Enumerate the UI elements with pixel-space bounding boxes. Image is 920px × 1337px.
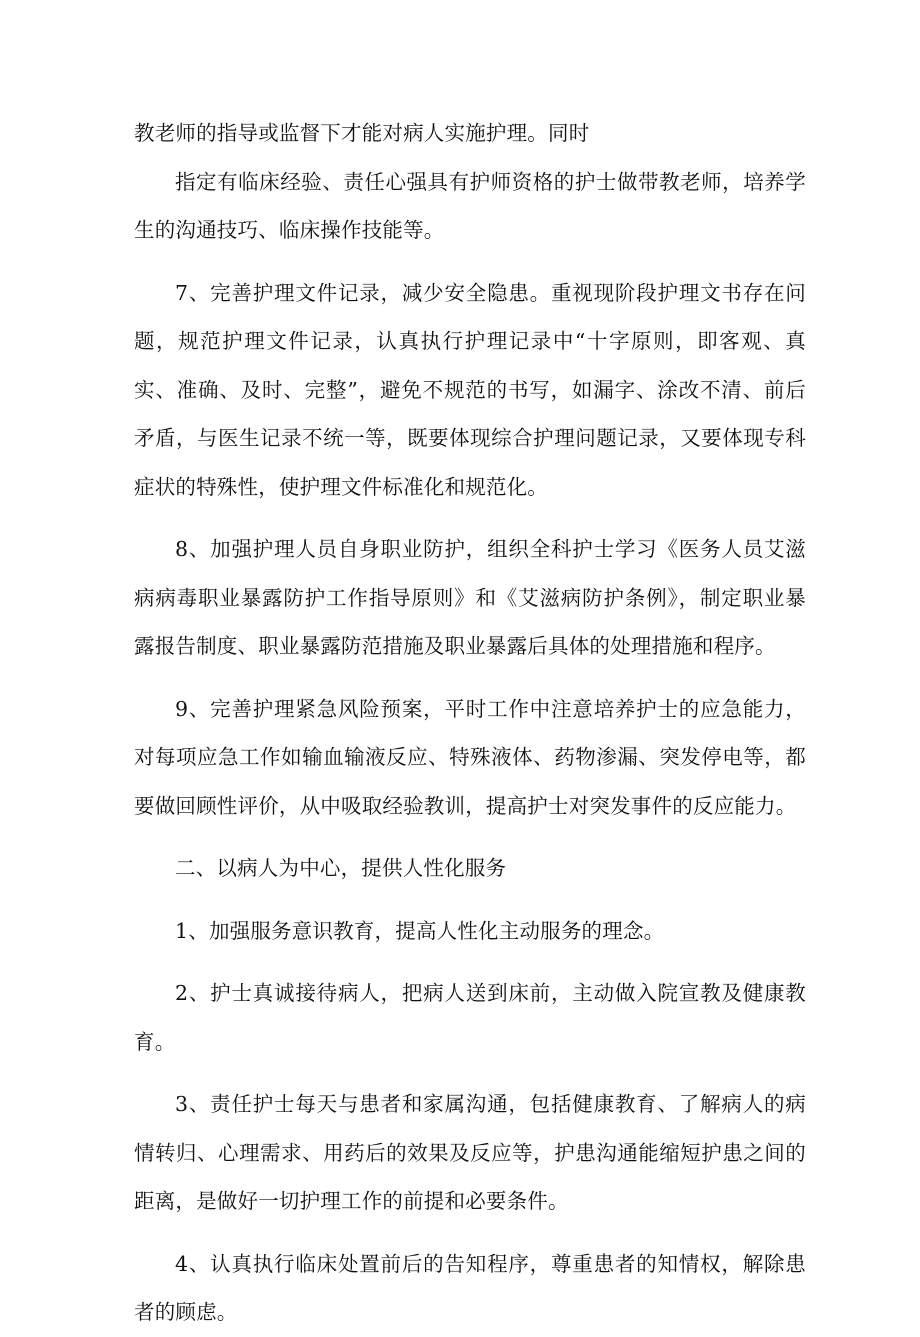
paragraph-service-item-1: 1、加强服务意识教育，提高人性化主动服务的理念。 (175, 918, 665, 943)
document-body (134, 109, 806, 1337)
paragraph-item-9: 9、完善护理紧急风险预案，平时工作中注意培养护士的应急能力，对每项应急工作如输血输液反应、特殊液体、药物渗漏、突发停电等，都要做回顾性评价，从中吸取经验教训，提高护士对突发事件的反应能力。 (134, 696, 806, 818)
paragraph-item-8: 8、加强护理人员自身职业防护，组织全科护士学习《医务人员艾滋病病毒职业暴露防护工作指导原则》和《艾滋病防护条例》，制定职业暴露报告制度、职业暴露防范措施及职业暴露后具体的处理措施和程序。 (134, 537, 806, 658)
paragraph-service-item-3: 3、责任护士每天与患者和家属沟通，包括健康教育、了解病人的病情转归、心理需求、用药后的效果及反应等，护患沟通能缩短护患之间的距离，是做好一切护理工作的前提和必要条件。 (134, 1092, 806, 1213)
paragraph-item-7: 7、完善护理文件记录，减少安全隐患。重视现阶段护理文书存在问题，规范护理文件记录，认真执行护理记录中“十字原则，即客观、真实、准确、及时、完整”，避免不规范的书写，如漏字、涂改不清、前后矛盾，与医生记录不统一等，既要体现综合护理问题记录，又要体现专科症状的特殊性，使护理文件标准化和规范化。 (134, 280, 806, 499)
section-heading-patient-centered: 二、以病人为中心，提供人性化服务 (175, 856, 507, 880)
paragraph-continuation: 教老师的指导或监督下才能对病人实施护理。同时 (134, 121, 590, 145)
paragraph-teacher-assignment: 指定有临床经验、责任心强具有护师资格的护士做带教老师，培养学生的沟通技巧、临床操作技能等。 (134, 169, 806, 242)
paragraph-service-item-4: 4、认真执行临床处置前后的告知程序，尊重患者的知情权，解除患者的顾虑。 (134, 1251, 806, 1324)
paragraph-service-item-2: 2、护士真诚接待病人，把病人送到床前，主动做入院宣教及健康教育。 (134, 981, 806, 1054)
